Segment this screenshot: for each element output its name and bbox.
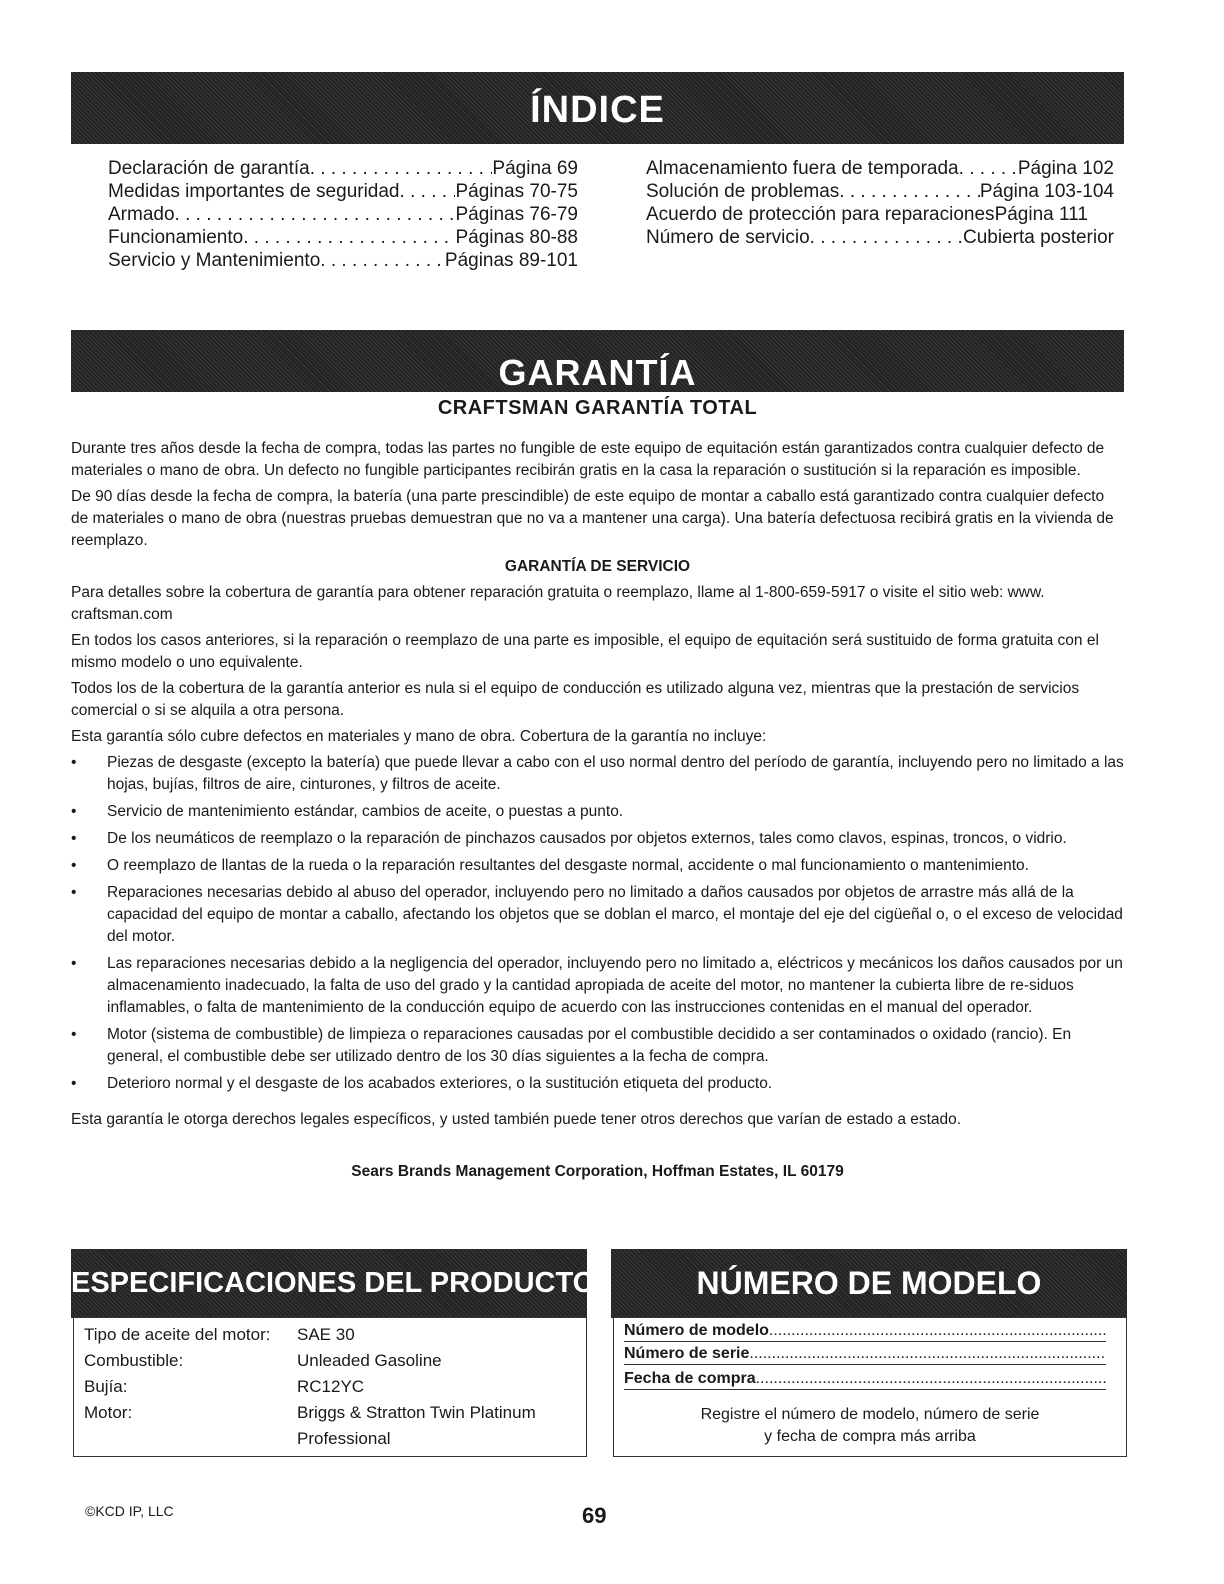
toc-entry-label: Servicio y Mantenimiento <box>108 250 321 271</box>
exclusion-item: • De los neumáticos de reemplazo o la reparación de pinchazos causados por objetos externos, tales como clavos, espinas, troncos, o vidrio. <box>71 828 1124 850</box>
warranty-paragraph: Esta garantía sólo cubre defectos en materiales y mano de obra. Cobertura de la garantía no incluye: <box>71 728 767 745</box>
spec-row <box>84 1374 537 1400</box>
spec-value: RC12YC <box>297 1377 365 1396</box>
toc-entry <box>108 203 578 226</box>
model-note <box>614 1404 1126 1448</box>
toc-entry-label: Armado <box>108 204 175 225</box>
spec-row <box>84 1400 537 1452</box>
toc-leader <box>810 226 963 249</box>
exclusion-item: • Reparaciones necesarias debido al abuso del operador, incluyendo pero no limitado a daños causados por objetos de arrastre más allá de la capacidad del equipo de montar a caballo, afectando los objetos que se doblan el marco, el montaje del eje del cigüeñal o, o el exceso de velocidad del motor. <box>71 882 1124 948</box>
toc-entry-label: Acuerdo de protección para reparaciones <box>646 204 995 225</box>
spec-value: Briggs & Stratton Twin Platinum Professional <box>297 1403 536 1448</box>
warranty-paragraph: De 90 días desde la fecha de compra, la batería (una parte prescindible) de este equipo de montar a caballo está garantizado contra cualquier defecto de materiales o mano de obra (nuestras pruebas demuestran que no va a mantener una carga). Una batería defectuosa recibirá gratis en la vivienda de reemplazo. <box>71 488 1114 549</box>
toc-entry <box>108 180 578 203</box>
fill-line <box>756 1368 1106 1389</box>
toc-entry-page: Página 69 <box>492 158 578 179</box>
exclusion-item: • Piezas de desgaste (excepto la batería) que puede llevar a cabo con el uso normal dentro del período de garantía, incluyendo pero no limitado a las hojas, bujías, filtros de aire, cinturones, y filtros de aceite. <box>71 752 1124 796</box>
warranty-body <box>71 438 1124 1187</box>
exclusion-item: • Servicio de mantenimiento estándar, cambios de aceite, o puestas a punto. <box>71 801 1124 823</box>
spec-label: Tipo de aceite del motor: <box>84 1325 271 1344</box>
spec-value: Unleaded Gasoline <box>297 1351 442 1370</box>
toc-entry-label: Solución de problemas <box>646 181 840 202</box>
exclusion-item: • O reemplazo de llantas de la rueda o la reparación resultantes del desgaste normal, accidente o mal funcionamiento o mantenimiento. <box>71 855 1124 877</box>
model-note-line: Registre el número de modelo, número de serie <box>700 1406 1040 1423</box>
toc-leader <box>839 180 980 203</box>
toc-entry <box>646 180 1114 203</box>
toc-entry <box>108 249 578 272</box>
toc-entry-page: Páginas 80-88 <box>455 227 578 248</box>
model-number-field[interactable] <box>624 1320 1106 1342</box>
specs-banner: ESPECIFICACIONES DEL PRODUCTO <box>71 1249 587 1318</box>
toc-entry-label: Declaración de garantía <box>108 158 310 179</box>
toc-entry-page: Cubierta posterior <box>962 227 1114 248</box>
toc-entry-page: Página 111 <box>994 204 1088 225</box>
exclusion-item: • Deterioro normal y el desgaste de los acabados exteriores, o la sustitución etiqueta del producto. <box>71 1073 1124 1095</box>
index-banner: ÍNDICE <box>71 72 1124 144</box>
warranty-banner: GARANTÍA <box>71 330 1124 392</box>
spec-label: Motor: <box>84 1403 133 1422</box>
spec-value: SAE 30 <box>297 1325 355 1344</box>
toc-leader <box>400 180 456 203</box>
warranty-paragraph: Para detalles sobre la cobertura de garantía para obtener reparación gratuita o reemplazo, llame al 1-800-659-5917 o visite el sitio web: www. craftsman.com <box>71 584 1045 623</box>
model-banner: NÚMERO DE MODELO <box>611 1249 1127 1318</box>
toc-right-column <box>646 157 1114 249</box>
exclusion-item: • Motor (sistema de combustible) de limpieza o reparaciones causadas por el combustible decidido a ser contaminados o oxidado (rancio). En general, el combustible debe ser utilizado dentro de los 30 días siguientes a la fecha de compra. <box>71 1024 1124 1068</box>
toc-leader <box>310 157 493 180</box>
service-warranty-title: GARANTÍA DE SERVICIO <box>504 558 691 575</box>
toc-entry <box>646 157 1114 180</box>
fill-line <box>749 1343 1106 1364</box>
toc-leader <box>959 157 1018 180</box>
purchase-date-label: Fecha de compra <box>624 1370 756 1387</box>
warranty-paragraph: Todos los de la cobertura de la garantía anterior es nula si el equipo de conducción es utilizado alguna vez, mientras que la prestación de servicios comercial o si se alquila a otra persona. <box>71 680 1080 719</box>
purchase-date-field[interactable] <box>624 1368 1106 1390</box>
exclusion-item: • Las reparaciones necesarias debido a la negligencia del operador, incluyendo pero no limitado a, eléctricos y mecánicos los daños causados por un almacenamiento inadecuado, la falta de uso del grado y la cantidad apropiada de aceite del motor, no mantener la cubierta libre de re-siduos inflamables, o falta de mantenimiento de la conducción equipo de acuerdo con las instrucciones contenidas en el manual del operador. <box>71 953 1124 1019</box>
toc-entry <box>108 226 578 249</box>
serial-number-label: Número de serie <box>624 1345 750 1362</box>
toc-leader <box>175 203 456 226</box>
toc-entry <box>108 157 578 180</box>
fill-line <box>769 1320 1106 1341</box>
toc-entry-page: Página 103-104 <box>979 181 1114 202</box>
toc-leader <box>243 226 455 249</box>
toc-entry-page: Página 102 <box>1017 158 1114 179</box>
toc-entry-page: Páginas 89-101 <box>444 250 578 271</box>
serial-number-field[interactable] <box>624 1343 1106 1365</box>
toc-entry <box>646 203 1114 226</box>
sears-address: Sears Brands Management Corporation, Hoffman Estates, IL 60179 <box>351 1163 844 1180</box>
copyright: ©KCD IP, LLC <box>85 1503 174 1519</box>
toc-entry-page: Páginas 76-79 <box>455 204 578 225</box>
spec-label: Combustible: <box>84 1351 184 1370</box>
toc-entry-label: Número de servicio <box>646 227 810 248</box>
toc-entry <box>646 226 1114 249</box>
toc-entry-label: Funcionamiento <box>108 227 244 248</box>
spec-row <box>84 1322 537 1348</box>
warranty-closing: Esta garantía le otorga derechos legales específicos, y usted también puede tener otros derechos que varían de estado a estado. <box>71 1111 962 1128</box>
model-note-line: y fecha de compra más arriba <box>764 1428 976 1445</box>
exclusions-list <box>71 752 1124 1095</box>
model-box <box>613 1317 1127 1457</box>
toc-leader <box>320 249 445 272</box>
warranty-paragraph: Durante tres años desde la fecha de compra, todas las partes no fungible de este equipo de equitación están garantizados contra cualquier defecto de materiales o mano de obra. Un defecto no fungible participantes recibirán gratis en la casa la reparación o sustitución si la reparación es imposible. <box>71 440 1105 479</box>
toc-entry-label: Medidas importantes de seguridad <box>108 181 400 202</box>
spec-row <box>84 1348 537 1374</box>
toc-entry-label: Almacenamiento fuera de temporada <box>646 158 959 179</box>
page-number: 69 <box>582 1503 607 1528</box>
toc-left-column <box>108 157 578 272</box>
spec-label: Bujía: <box>84 1377 128 1396</box>
warranty-paragraph: En todos los casos anteriores, si la reparación o reemplazo de una parte es imposible, el equipo de equitación será sustituido de forma gratuita con el mismo modelo o uno equivalente. <box>71 632 1099 671</box>
specs-table <box>84 1322 537 1452</box>
specs-box <box>73 1317 587 1457</box>
warranty-title: CRAFTSMAN GARANTÍA TOTAL <box>437 397 758 419</box>
model-number-label: Número de modelo <box>624 1322 769 1339</box>
toc-entry-page: Páginas 70-75 <box>455 181 578 202</box>
